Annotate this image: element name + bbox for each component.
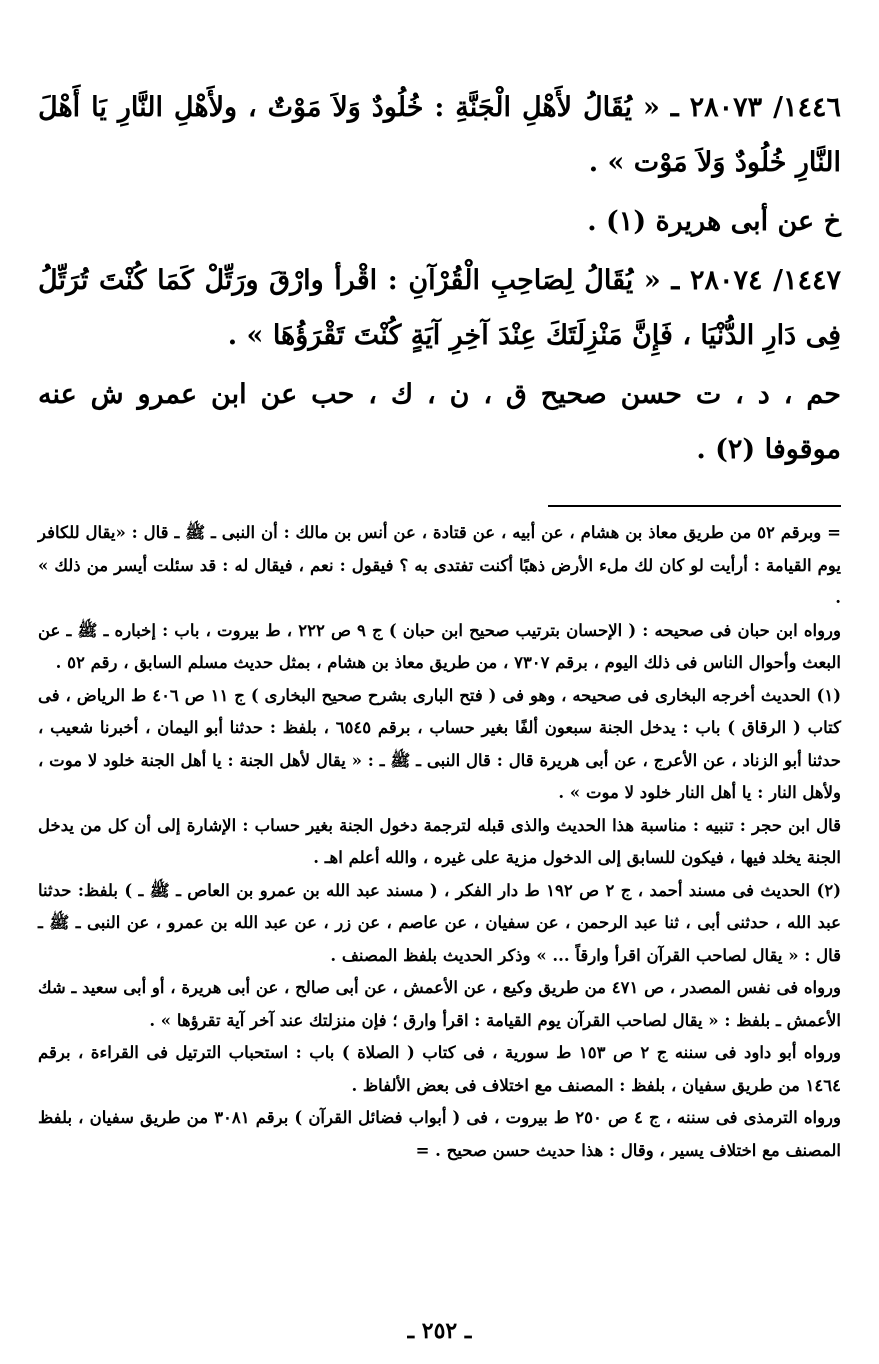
hadith-1447: ١٤٤٧/ ٢٨٠٧٤ ـ « يُقَالُ لِصَاحِبِ الْقُرْآنِ : اقْرأ وارْقَ ورَتِّلْ كَمَا كُنْتَ تُرَتِّلُ فِى دَارِ الدُّنْيَا ، فَإِنَّ مَنْزِلَتَكَ عِنْدَ آخِرِ آيَةٍ كُنْتَ تَقْرَؤُهَا » . <box>38 265 842 351</box>
footnote-separator <box>548 505 841 507</box>
hadith-1447-source: حم ، د ، ت حسن صحيح ق ، ن ، ك ، حب عن ابن عمرو ش عنه موقوفا (٢) . <box>38 379 841 465</box>
footnote-ibn-hajar: قال ابن حجر : تنبيه : مناسبة هذا الحديث والذى قبله لترجمة دخول الجنة بغير حساب : الإشارة إلى أن كل من يدخل الجنة يخلد فيها ، فيكون للسابق إلى الدخول مزية على غيره ، والله أعلم اهـ . <box>38 815 841 867</box>
footnote-ibn-hibban: ورواه ابن حبان فى صحيحه : ( الإحسان بترتيب صحيح ابن حبان ) ج ٩ ص ٢٢٢ ، ط بيروت ، باب : إخباره ـ ﷺ ـ عن البعث وأحوال الناس فى ذلك اليوم ، برقم ٧٣٠٧ ، من طريق معاذ بن هشام ، بمثل حديث مسلم السابق ، رقم ٥٢ . <box>38 620 841 672</box>
footnote-2-tirmidhi: ورواه الترمذى فى سننه ، ج ٤ ص ٢٥٠ ط بيروت ، فى ( أبواب فضائل القرآن ) برقم ٣٠٨١ من طريق سفيان ، بلفظ المصنف مع اختلاف يسير ، وقال : هذا حديث حسن صحيح . = <box>38 1108 841 1160</box>
page-content <box>38 80 841 1167</box>
footnote-continuation: = وبرقم ٥٢ من طريق معاذ بن هشام ، عن أبيه ، عن قتادة ، عن أنس بن مالك : أن النبى ـ ﷺ ـ قال : «يقال للكافر يوم القيامة : أرأيت لو كان لك ملء الأرض ذهبًا أكنت تفتدى به ؟ فيقول : نعم ، فيقال له : قد سئلت أيسر من ذلك » . <box>38 523 841 607</box>
hadith-1446: ١٤٤٦/ ٢٨٠٧٣ ـ « يُقَالُ لأَهْلِ الْجَنَّةِ : خُلُودٌ وَلاَ مَوْتٌ ، ولأَهْلِ النَّارِ يَا أَهْلَ النَّارِ خُلُودٌ وَلاَ مَوْت » . <box>38 92 841 178</box>
footnote-2-abu-dawud: ورواه أبو داود فى سننه ج ٢ ص ١٥٣ ط سورية ، فى كتاب ( الصلاة ) باب : استحباب الترتيل فى القراءة ، برقم ١٤٦٤ من طريق سفيان ، بلفظ : المصنف مع اختلاف فى بعض الألفاظ . <box>38 1043 842 1095</box>
main-text <box>38 80 841 477</box>
footnote-1: (١) الحديث أخرجه البخارى فى صحيحه ، وهو فى ( فتح البارى بشرح صحيح البخارى ) ج ١١ ص ٤٠٦ ط الرياض ، فى كتاب ( الرقاق ) باب : يدخل الجنة سبعون ألفًا بغير حساب ، برقم ٦٥٤٥ ، بلفظ : حدثنا أبو اليمان ، أخبرنا شعيب ، حدثنا أبو الزناد ، عن الأعرج ، عن أبى هريرة قال : قال النبى ـ ﷺ ـ : « يقال لأهل الجنة : يا أهل الجنة خلود لا موت ، ولأهل النار : يا أهل النار خلود لا موت » . <box>38 685 841 802</box>
footnote-2: (٢) الحديث فى مسند أحمد ، ج ٢ ص ١٩٢ ط دار الفكر ، ( مسند عبد الله بن عمرو بن العاص ـ ﷺ ـ ) بلفظ: حدثنا عبد الله ، حدثنى أبى ، ثنا عبد الرحمن ، عن سفيان ، عن عاصم ، عن زر ، عن عبد الله بن عمرو ، عن النبى ـ ﷺ ـ قال : « يقال لصاحب القرآن اقرأ وارقاً ... » وذكر الحديث بلفظ المصنف . <box>38 880 841 965</box>
page-number: ـ ٢٥٢ ـ <box>407 1318 472 1344</box>
footnotes <box>38 517 841 1167</box>
footnote-2-ahmad-second: ورواه فى نفس المصدر ، ص ٤٧١ من طريق وكيع ، عن الأعمش ، عن أبى صالح ، عن أبى هريرة ، أو أبى سعيد ـ شك الأعمش ـ بلفظ : « يقال لصاحب القرآن يوم القيامة : اقرأ وارق ؛ فإن منزلتك عند آخر آية تقرؤها » . <box>38 978 841 1030</box>
hadith-1446-source: خ عن أبى هريرة (١) . <box>587 206 841 237</box>
footnote-separator-area <box>38 477 841 517</box>
